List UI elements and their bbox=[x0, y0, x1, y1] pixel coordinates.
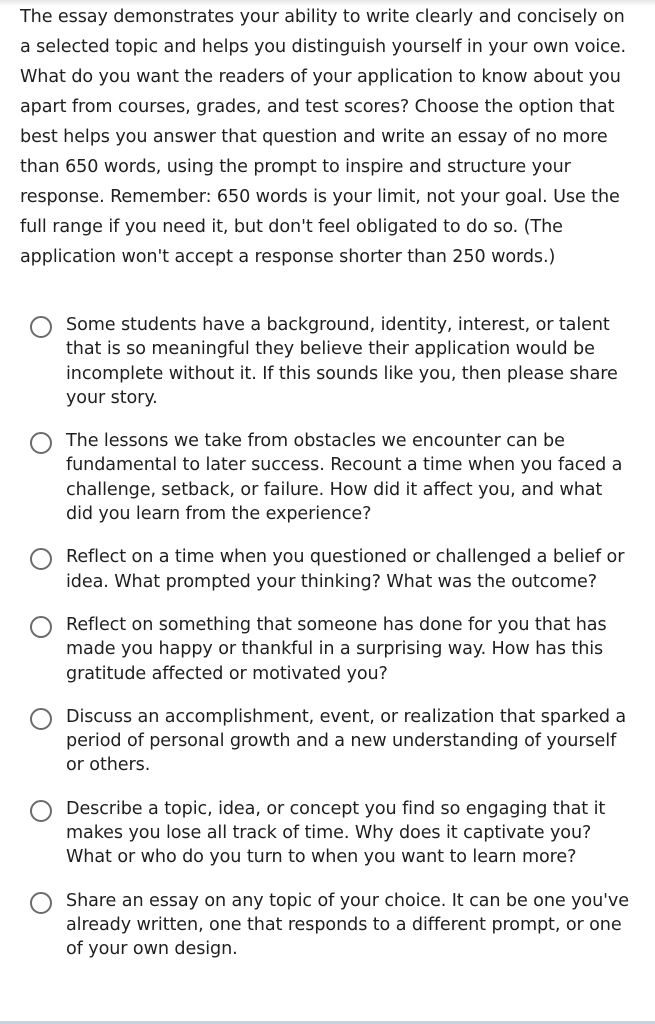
essay-instructions: The essay demonstrates your ability to write clearly and concisely on a selected topic and helps you distinguish yourself in your own voice. What do you want the readers of your application to know about you apart from courses, grades, and test scores? Choose the option that best helps you answer that question and write an essay of no more than 650 words, using the prompt to inspire and structure your response. Remember: 650 words is your limit, not your goal. Use the full range if you need it, but don't feel obligated to do so. (The application won't accept a response shorter than 250 words.) bbox=[20, 7, 626, 267]
prompt-option-label: Some students have a background, identity, interest, or talent that is so meaningful they believe their application would be incomplete without it. If this sounds like you, then please share your story. bbox=[66, 315, 618, 408]
prompt-option-7[interactable] bbox=[30, 889, 630, 962]
prompt-option-6[interactable] bbox=[30, 797, 630, 870]
prompt-option-5[interactable] bbox=[30, 705, 630, 778]
prompt-option-4[interactable] bbox=[30, 613, 630, 686]
prompt-option-label: Reflect on a time when you questioned or challenged a belief or idea. What prompted your thinking? What was the outcome? bbox=[66, 547, 625, 592]
essay-prompt-options bbox=[30, 313, 630, 962]
prompt-option-label: The lessons we take from obstacles we encounter can be fundamental to later success. Recount a time when you faced a challenge, setback, or failure. How did it affect you, and what did you learn from the experience? bbox=[66, 431, 623, 525]
radio-button-icon[interactable] bbox=[30, 432, 52, 454]
radio-button-icon[interactable] bbox=[30, 316, 52, 338]
prompt-option-3[interactable] bbox=[30, 545, 630, 594]
prompt-option-label: Share an essay on any topic of your choice. It can be one you've already written, one that responds to a different prompt, or one of your own design. bbox=[66, 890, 629, 960]
radio-button-icon[interactable] bbox=[30, 708, 52, 730]
radio-button-icon[interactable] bbox=[30, 800, 52, 822]
prompt-option-1[interactable] bbox=[30, 313, 630, 410]
prompt-option-label: Discuss an accomplishment, event, or realization that sparked a period of personal growth and a new understanding of yourself or others. bbox=[66, 706, 627, 776]
prompt-option-label: Reflect on something that someone has done for you that has made you happy or thankful in a surprising way. How has this gratitude affected or motivated you? bbox=[66, 614, 607, 684]
radio-button-icon[interactable] bbox=[30, 616, 52, 638]
radio-button-icon[interactable] bbox=[30, 892, 52, 914]
radio-button-icon[interactable] bbox=[30, 548, 52, 570]
prompt-option-2[interactable] bbox=[30, 429, 630, 526]
prompt-option-label: Describe a topic, idea, or concept you find so engaging that it makes you lose all track of time. Why does it captivate you? What or who do you turn to when you want to learn more? bbox=[66, 798, 606, 868]
